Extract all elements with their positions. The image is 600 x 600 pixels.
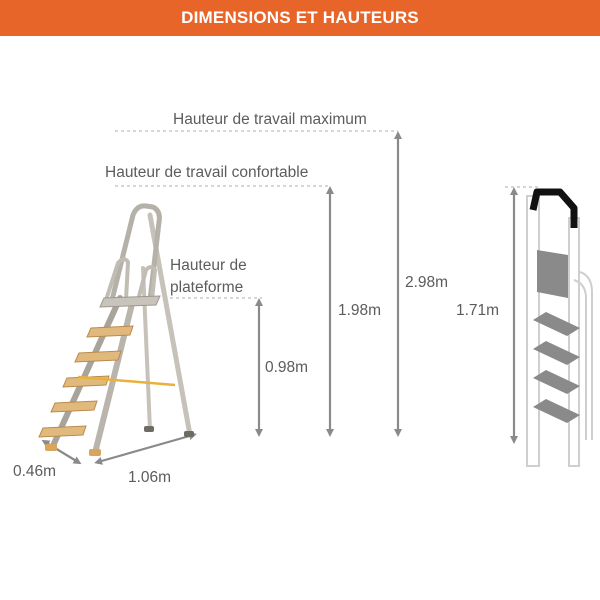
platform-height-label-line1: Hauteur de <box>170 257 247 274</box>
comfortable-height-value: 1.98m <box>338 302 382 319</box>
max-height-value: 2.98m <box>405 274 449 291</box>
platform-height-value: 0.98m <box>265 359 309 376</box>
open-ladder-illustration <box>39 206 194 456</box>
folded-ladder-illustration <box>527 192 592 466</box>
width-arrow <box>98 435 193 462</box>
banner-title: DIMENSIONS ET HAUTEURS <box>181 8 419 27</box>
comfortable-working-height-label: Hauteur de travail confortable <box>105 164 309 181</box>
width-value: 1.06m <box>128 469 172 486</box>
platform-height-label-line2: plateforme <box>170 279 244 296</box>
max-working-height-label: Hauteur de travail maximum <box>173 111 367 128</box>
depth-value: 0.46m <box>13 463 57 480</box>
folded-height-value: 1.71m <box>456 302 500 319</box>
